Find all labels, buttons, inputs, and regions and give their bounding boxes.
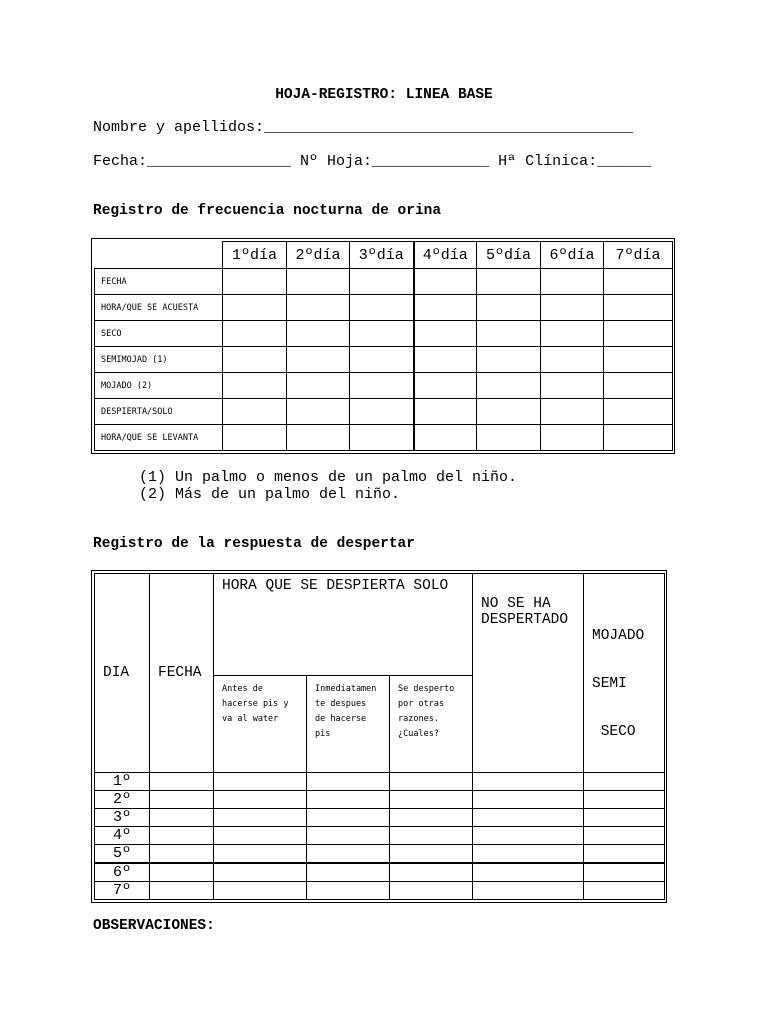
entry-cell[interactable]	[541, 347, 604, 373]
entry-cell[interactable]	[223, 269, 287, 295]
row-label: 7º	[95, 882, 150, 900]
entry-cell[interactable]	[223, 295, 287, 321]
nombre-field-line[interactable]: Nombre y apellidos:_________________________________________	[93, 119, 634, 136]
entry-cell[interactable]	[473, 845, 584, 864]
entry-cell[interactable]	[307, 845, 390, 864]
entry-cell[interactable]	[223, 321, 287, 347]
entry-cell[interactable]	[473, 882, 584, 900]
entry-cell[interactable]	[350, 373, 414, 399]
entry-cell[interactable]	[307, 827, 390, 845]
entry-cell[interactable]	[584, 882, 665, 900]
table-row	[95, 809, 665, 827]
entry-cell[interactable]	[150, 773, 214, 791]
table-row	[95, 845, 665, 864]
entry-cell[interactable]	[223, 373, 287, 399]
fecha-hoja-clinica-line[interactable]: Fecha:________________ Nº Hoja:_____________ Hª Clínica:______	[93, 153, 652, 170]
row-label: SECO	[95, 321, 223, 347]
row-label: 3º	[95, 809, 150, 827]
entry-cell[interactable]	[287, 399, 350, 425]
entry-cell[interactable]	[307, 791, 390, 809]
entry-cell[interactable]	[477, 425, 541, 451]
subheader-antes: Antes de hacerse pis y va al water	[214, 676, 307, 773]
row-label: 2º	[95, 791, 150, 809]
row-label: 5º	[95, 845, 150, 864]
entry-cell[interactable]	[477, 373, 541, 399]
despertar-table	[94, 573, 665, 900]
row-label: FECHA	[95, 269, 223, 295]
entry-cell[interactable]	[214, 791, 307, 809]
entry-cell[interactable]	[477, 295, 541, 321]
table-row	[95, 269, 673, 295]
entry-cell[interactable]	[414, 321, 477, 347]
subheader-otras-line4: ¿Cuales?	[398, 729, 439, 740]
entry-cell[interactable]	[390, 773, 473, 791]
entry-cell[interactable]	[287, 347, 350, 373]
entry-cell[interactable]	[414, 295, 477, 321]
row-label: HORA/QUE SE ACUESTA	[95, 295, 223, 321]
despertar-table-frame	[91, 570, 667, 903]
entry-cell[interactable]	[414, 269, 477, 295]
entry-cell[interactable]	[584, 863, 665, 882]
entry-cell[interactable]	[150, 827, 214, 845]
table-header-row	[95, 574, 665, 676]
table-header-row	[95, 242, 673, 269]
subheader-otras-line1: Se desperto	[398, 684, 455, 695]
section-title-frecuencia: Registro de frecuencia nocturna de orina	[93, 203, 442, 219]
row-label: 1º	[95, 773, 150, 791]
day-header: 1ºdía	[223, 242, 287, 269]
row-label: HORA/QUE SE LEVANTA	[95, 425, 223, 451]
table-row	[95, 295, 673, 321]
entry-cell[interactable]	[350, 269, 414, 295]
table-row	[95, 827, 665, 845]
table-row	[95, 373, 673, 399]
entry-cell[interactable]	[350, 321, 414, 347]
entry-cell[interactable]	[604, 347, 673, 373]
col-header-hora: HORA QUE SE DESPIERTA SOLO	[214, 574, 473, 676]
entry-cell[interactable]	[287, 425, 350, 451]
frecuencia-table-frame	[91, 238, 675, 454]
entry-cell[interactable]	[604, 295, 673, 321]
entry-cell[interactable]	[584, 809, 665, 827]
col-header-fecha: FECHA	[150, 574, 214, 773]
entry-cell[interactable]	[350, 347, 414, 373]
entry-cell[interactable]	[541, 373, 604, 399]
entry-cell[interactable]	[477, 347, 541, 373]
table-row	[95, 425, 673, 451]
table-row	[95, 399, 673, 425]
entry-cell[interactable]	[350, 425, 414, 451]
entry-cell[interactable]	[214, 863, 307, 882]
entry-cell[interactable]	[287, 269, 350, 295]
day-header: 4ºdía	[414, 242, 477, 269]
entry-cell[interactable]	[223, 399, 287, 425]
entry-cell[interactable]	[477, 399, 541, 425]
frecuencia-table	[94, 241, 673, 451]
table-row	[95, 791, 665, 809]
entry-cell[interactable]	[390, 809, 473, 827]
entry-cell[interactable]	[150, 809, 214, 827]
entry-cell[interactable]	[307, 773, 390, 791]
entry-cell[interactable]	[584, 773, 665, 791]
day-header: 3ºdía	[350, 242, 414, 269]
entry-cell[interactable]	[307, 809, 390, 827]
day-header: 6ºdía	[541, 242, 604, 269]
entry-cell[interactable]	[390, 791, 473, 809]
entry-cell[interactable]	[223, 347, 287, 373]
entry-cell[interactable]	[473, 827, 584, 845]
day-header: 7ºdía	[604, 242, 673, 269]
table-row	[95, 882, 665, 900]
col-header-dia: DIA	[95, 574, 150, 773]
row-label: SEMIMOJAD (1)	[95, 347, 223, 373]
col-header-mojado-line3: SECO	[592, 724, 636, 740]
subheader-otras-line2: por otras	[398, 699, 445, 710]
entry-cell[interactable]	[604, 399, 673, 425]
entry-cell[interactable]	[477, 321, 541, 347]
entry-cell[interactable]	[390, 827, 473, 845]
entry-cell[interactable]	[150, 791, 214, 809]
entry-cell[interactable]	[414, 425, 477, 451]
table-corner-blank	[95, 242, 223, 269]
entry-cell[interactable]	[541, 269, 604, 295]
section-title-despertar: Registro de la respuesta de despertar	[93, 536, 415, 552]
entry-cell[interactable]	[214, 845, 307, 864]
subheader-inmediatamente	[307, 676, 390, 773]
entry-cell[interactable]	[541, 295, 604, 321]
subheader-inmediatamente-line1: Inmediatamen	[315, 684, 377, 695]
row-label: MOJADO (2)	[95, 373, 223, 399]
entry-cell[interactable]	[604, 425, 673, 451]
entry-cell[interactable]	[390, 882, 473, 900]
table-row	[95, 863, 665, 882]
day-header: 5ºdía	[477, 242, 541, 269]
entry-cell[interactable]	[390, 863, 473, 882]
entry-cell[interactable]	[350, 399, 414, 425]
entry-cell[interactable]	[584, 845, 665, 864]
subheader-inmediatamente-line4: pis	[315, 729, 331, 740]
table-row	[95, 773, 665, 791]
col-header-mojado-line2: SEMI	[592, 676, 627, 692]
entry-cell[interactable]	[214, 773, 307, 791]
entry-cell[interactable]	[307, 863, 390, 882]
entry-cell[interactable]	[150, 845, 214, 864]
entry-cell[interactable]	[604, 321, 673, 347]
entry-cell[interactable]	[214, 809, 307, 827]
entry-cell[interactable]	[473, 791, 584, 809]
entry-cell[interactable]	[350, 295, 414, 321]
subheader-inmediatamente-line3: de hacerse	[315, 714, 367, 725]
entry-cell[interactable]	[604, 373, 673, 399]
row-label: 6º	[95, 863, 150, 882]
entry-cell[interactable]	[214, 882, 307, 900]
entry-cell[interactable]	[604, 269, 673, 295]
entry-cell[interactable]	[287, 373, 350, 399]
entry-cell[interactable]	[223, 425, 287, 451]
day-header: 2ºdía	[287, 242, 350, 269]
entry-cell[interactable]	[473, 809, 584, 827]
table-row	[95, 321, 673, 347]
entry-cell[interactable]	[541, 399, 604, 425]
subheader-otras-line3: razones.	[398, 714, 439, 725]
col-header-no-despertado-line2: DESPERTADO	[481, 612, 569, 628]
entry-cell[interactable]	[541, 321, 604, 347]
entry-cell[interactable]	[541, 425, 604, 451]
entry-cell[interactable]	[477, 269, 541, 295]
col-header-mojado-line1: MOJADO	[592, 628, 645, 644]
footnote-1: (1) Un palmo o menos de un palmo del niño.	[139, 469, 518, 486]
col-header-no-despertado	[473, 574, 584, 773]
footnote-2: (2) Más de un palmo del niño.	[139, 486, 401, 503]
entry-cell[interactable]	[287, 295, 350, 321]
row-label: 4º	[95, 827, 150, 845]
subheader-otras-razones	[390, 676, 473, 773]
subheader-inmediatamente-line2: te despues	[315, 699, 367, 710]
observaciones-label: OBSERVACIONES:	[93, 918, 215, 934]
entry-cell[interactable]	[214, 827, 307, 845]
entry-cell[interactable]	[584, 827, 665, 845]
page-title: HOJA-REGISTRO: LINEA BASE	[275, 87, 493, 103]
table-row	[95, 347, 673, 373]
entry-cell[interactable]	[307, 882, 390, 900]
entry-cell[interactable]	[150, 863, 214, 882]
entry-cell[interactable]	[287, 321, 350, 347]
entry-cell[interactable]	[473, 863, 584, 882]
entry-cell[interactable]	[414, 373, 477, 399]
entry-cell[interactable]	[414, 347, 477, 373]
col-header-mojado	[584, 574, 665, 773]
entry-cell[interactable]	[150, 882, 214, 900]
entry-cell[interactable]	[414, 399, 477, 425]
entry-cell[interactable]	[390, 845, 473, 864]
entry-cell[interactable]	[473, 773, 584, 791]
entry-cell[interactable]	[584, 791, 665, 809]
row-label: DESPIERTA/SOLO	[95, 399, 223, 425]
col-header-no-despertado-line1: NO SE HA	[481, 596, 551, 612]
